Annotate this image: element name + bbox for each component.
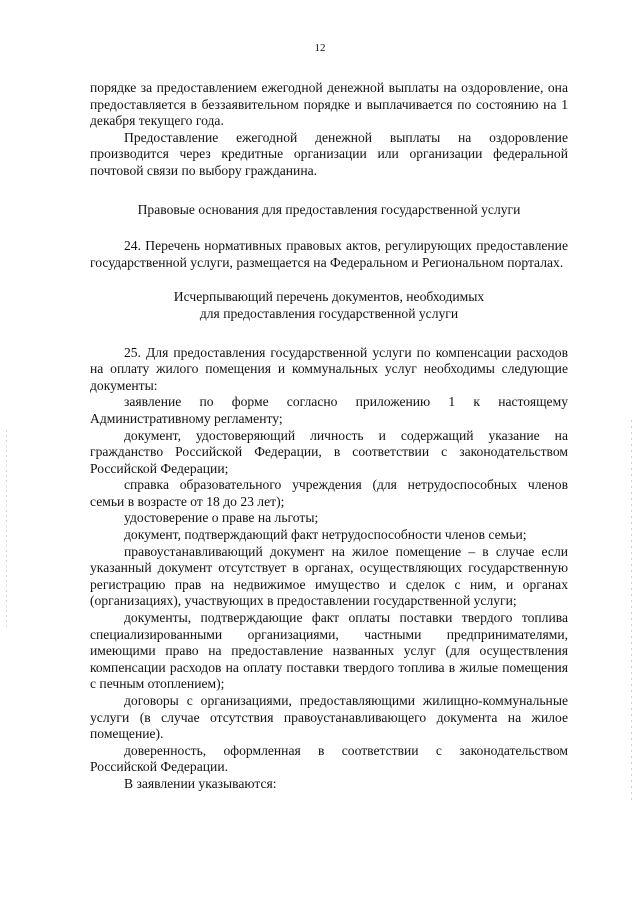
paragraph-payment-method: Предоставление ежегодной денежной выплаты на оздоровление производится через кредитные организации или организации федеральной почтовой связи по выбору гражданина.	[90, 129, 568, 178]
section-heading-legal-basis: Правовые основания для предоставления государственной услуги	[137, 201, 521, 217]
section-heading-documents	[90, 289, 568, 322]
documents-list	[90, 394, 568, 776]
list-item: доверенность, оформленная в соответствии с законодательством Российской Федерации.	[90, 742, 568, 775]
list-item: договоры с организациями, предоставляющими жилищно-коммунальные услуги (в случае отсутствия правоустанавливающего документа на жилое помещение).	[90, 693, 568, 742]
list-item: заявление по форме согласно приложению 1 к настоящему Административному регламенту;	[90, 394, 568, 426]
list-item: правоустанавливающий документ на жилое помещение – в случае если указанный документ отсутствует в органах, осуществляющих государственную регистрацию прав на недвижимое имущество и сделок с ним, и органах (организациях), участвующих в предоставлении государственной услуги;	[90, 543, 568, 609]
section-heading-documents-line-2: для предоставления государственной услуги	[199, 305, 459, 321]
scan-edge-artifact-right	[631, 420, 632, 800]
document-body	[90, 80, 568, 793]
list-item: документы, подтверждающие факт оплаты поставки твердого топлива специализированными организациями, частными предпринимателями, имеющими право на предоставление названных услуг (для осуществления компенсации расходов на оплату поставки твердого топлива в жилые помещения с печным отоплением);	[90, 610, 568, 692]
list-item: документ, подтверждающий факт нетрудоспособности членов семьи;	[124, 527, 527, 543]
paragraph-24: 24. Перечень нормативных правовых актов, регулирующих предоставление государственной услуги, размещается на Федеральном и Региональном порталах.	[90, 238, 568, 270]
list-item: документ, удостоверяющий личность и содержащий указание на гражданство Российской Федерации, в соответствии с законодательством Российской Федерации;	[90, 427, 568, 476]
paragraph-25: 25. Для предоставления государственной услуги по компенсации расходов на оплату жилого помещения и коммунальных услуг необходимы следующие документы:	[90, 344, 568, 393]
paragraph-continuation: порядке за предоставлением ежегодной денежной выплаты на оздоровление, она предоставляется в беззаявительном порядке и выплачивается по состоянию на 1 декабря текущего года.	[90, 80, 568, 129]
scan-edge-artifact-left	[6, 430, 7, 630]
closing-line: В заявлении указываются:	[124, 775, 277, 791]
page-number: 12	[314, 42, 326, 54]
section-heading-documents-line-1: Исчерпывающий перечень документов, необходимых	[173, 289, 485, 305]
list-item: удостоверение о праве на льготы;	[124, 510, 319, 526]
list-item: справка образовательного учреждения (для нетрудоспособных членов семьи в возрасте от 18 до 23 лет);	[90, 477, 568, 509]
